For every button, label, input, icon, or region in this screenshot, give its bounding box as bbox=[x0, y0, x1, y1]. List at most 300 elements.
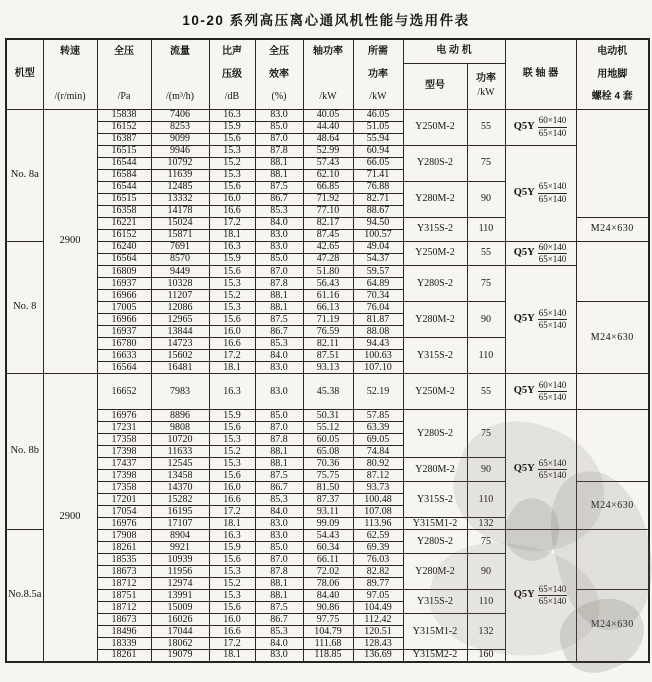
required-power-cell: 112.42 bbox=[353, 614, 403, 626]
motor-power-cell: 75 bbox=[467, 145, 505, 181]
efficiency-header-unit: (%) bbox=[271, 91, 287, 103]
table-row bbox=[6, 145, 649, 157]
total-pressure-cell: 18712 bbox=[97, 602, 151, 614]
table-row bbox=[6, 241, 649, 253]
efficiency-cell: 84.0 bbox=[255, 350, 303, 362]
flow-rate-cell: 18062 bbox=[151, 638, 209, 650]
flow-rate-cell: 15024 bbox=[151, 217, 209, 229]
anchor-bolt-empty-cell bbox=[576, 410, 649, 482]
col-header-motor-power bbox=[467, 63, 505, 109]
flow-rate-cell: 8570 bbox=[151, 253, 209, 265]
shaft-power-cell: 66.13 bbox=[303, 302, 353, 314]
motor-power-cell: 110 bbox=[467, 217, 505, 241]
coupling-size-bottom: 65×140 bbox=[538, 595, 567, 606]
speed-header-unit: /(r/min) bbox=[54, 91, 86, 103]
total-pressure-cell: 16966 bbox=[97, 314, 151, 326]
flow-rate-cell: 12086 bbox=[151, 302, 209, 314]
efficiency-cell: 88.1 bbox=[255, 578, 303, 590]
flow-rate-cell: 15871 bbox=[151, 229, 209, 241]
total-pressure-cell: 17398 bbox=[97, 446, 151, 458]
total-pressure-cell: 16515 bbox=[97, 145, 151, 157]
shaft-power-cell: 65.08 bbox=[303, 446, 353, 458]
efficiency-cell: 86.7 bbox=[255, 614, 303, 626]
coupling-size-top: 60×140 bbox=[538, 115, 568, 127]
col-header-flow bbox=[151, 39, 209, 109]
sound-level-cell: 15.3 bbox=[209, 566, 255, 578]
required-power-cell: 74.84 bbox=[353, 446, 403, 458]
table-header bbox=[6, 39, 649, 109]
required-power-cell: 113.96 bbox=[353, 518, 403, 530]
efficiency-cell: 85.3 bbox=[255, 494, 303, 506]
efficiency-cell: 83.0 bbox=[255, 518, 303, 530]
shaft-power-cell: 47.28 bbox=[303, 253, 353, 265]
anchor-bolt-empty-cell bbox=[576, 109, 649, 217]
efficiency-cell: 87.8 bbox=[255, 566, 303, 578]
shaft-power-cell: 54.43 bbox=[303, 530, 353, 542]
pressure-header-label: 全压 bbox=[114, 46, 134, 58]
efficiency-cell: 86.7 bbox=[255, 193, 303, 205]
required-power-cell: 71.41 bbox=[353, 169, 403, 181]
motor-power-cell: 55 bbox=[467, 109, 505, 145]
flow-rate-cell: 16195 bbox=[151, 506, 209, 518]
flow-rate-cell: 14178 bbox=[151, 205, 209, 217]
sound-level-cell: 18.1 bbox=[209, 518, 255, 530]
col-header-speed bbox=[43, 39, 97, 109]
coupling-size-top: 65×140 bbox=[538, 584, 568, 596]
flow-rate-cell: 13991 bbox=[151, 590, 209, 602]
shaft-power-cell: 60.34 bbox=[303, 542, 353, 554]
sound-level-cell: 15.6 bbox=[209, 602, 255, 614]
sound-level-cell: 15.6 bbox=[209, 181, 255, 193]
required-power-cell: 76.03 bbox=[353, 554, 403, 566]
flow-rate-cell: 11207 bbox=[151, 290, 209, 302]
flow-header-label: 流量 bbox=[170, 46, 190, 58]
required-power-header-label2: 功率 bbox=[368, 68, 388, 80]
required-power-cell: 54.37 bbox=[353, 253, 403, 265]
required-power-cell: 94.50 bbox=[353, 217, 403, 229]
required-power-cell: 63.39 bbox=[353, 422, 403, 434]
motor-power-cell: 90 bbox=[467, 302, 505, 338]
motor-model-cell: Y280M-2 bbox=[403, 181, 467, 217]
total-pressure-cell: 17005 bbox=[97, 302, 151, 314]
shaft-power-cell: 50.31 bbox=[303, 410, 353, 422]
required-power-cell: 120.51 bbox=[353, 626, 403, 638]
total-pressure-cell: 16976 bbox=[97, 410, 151, 422]
motor-model-cell: Y315M2-2 bbox=[403, 650, 467, 662]
coupling-size-bottom: 65×140 bbox=[538, 392, 567, 402]
total-pressure-cell: 16564 bbox=[97, 253, 151, 265]
efficiency-cell: 88.1 bbox=[255, 302, 303, 314]
sound-level-cell: 15.6 bbox=[209, 554, 255, 566]
sound-level-cell: 15.3 bbox=[209, 434, 255, 446]
motor-model-cell: Y280S-2 bbox=[403, 530, 467, 554]
shaft-power-cell: 81.50 bbox=[303, 482, 353, 494]
efficiency-cell: 87.5 bbox=[255, 314, 303, 326]
sound-level-cell: 15.9 bbox=[209, 253, 255, 265]
required-power-cell: 59.57 bbox=[353, 266, 403, 278]
total-pressure-cell: 17437 bbox=[97, 458, 151, 470]
shaft-power-cell: 52.99 bbox=[303, 145, 353, 157]
required-power-cell: 70.34 bbox=[353, 290, 403, 302]
total-pressure-cell: 17201 bbox=[97, 494, 151, 506]
total-pressure-cell: 16564 bbox=[97, 362, 151, 374]
anchor-bolt-empty-cell bbox=[576, 530, 649, 590]
required-power-cell: 64.89 bbox=[353, 278, 403, 290]
sound-level-cell: 15.2 bbox=[209, 157, 255, 169]
total-pressure-cell: 18673 bbox=[97, 566, 151, 578]
efficiency-header-label2: 效率 bbox=[269, 68, 289, 80]
fan-model-cell: No. 8 bbox=[6, 241, 43, 374]
flow-header-unit: /(m³/h) bbox=[166, 91, 194, 103]
required-power-cell: 82.82 bbox=[353, 566, 403, 578]
sound-level-cell: 17.2 bbox=[209, 506, 255, 518]
efficiency-cell: 87.0 bbox=[255, 554, 303, 566]
col-header-noise bbox=[209, 39, 255, 109]
sound-level-cell: 15.9 bbox=[209, 410, 255, 422]
flow-rate-cell: 8896 bbox=[151, 410, 209, 422]
motor-power-cell: 110 bbox=[467, 590, 505, 614]
shaft-power-cell: 48.64 bbox=[303, 133, 353, 145]
total-pressure-cell: 17908 bbox=[97, 530, 151, 542]
sound-level-cell: 15.6 bbox=[209, 422, 255, 434]
sound-level-cell: 17.2 bbox=[209, 217, 255, 229]
shaft-power-cell: 72.02 bbox=[303, 566, 353, 578]
flow-rate-cell: 19079 bbox=[151, 650, 209, 662]
shaft-power-cell: 93.11 bbox=[303, 506, 353, 518]
efficiency-cell: 87.5 bbox=[255, 181, 303, 193]
shaft-power-cell: 42.65 bbox=[303, 241, 353, 253]
shaft-power-header-unit: /kW bbox=[319, 91, 337, 103]
shaft-power-cell: 40.05 bbox=[303, 109, 353, 121]
sound-level-cell: 16.3 bbox=[209, 109, 255, 121]
total-pressure-cell: 16652 bbox=[97, 374, 151, 410]
anchor-bolt-cell: M24×630 bbox=[576, 590, 649, 662]
required-power-cell: 62.59 bbox=[353, 530, 403, 542]
shaft-power-cell: 44.40 bbox=[303, 121, 353, 133]
required-power-cell: 69.05 bbox=[353, 434, 403, 446]
coupling-cell bbox=[505, 410, 576, 530]
sound-level-cell: 15.9 bbox=[209, 121, 255, 133]
motor-power-cell: 75 bbox=[467, 410, 505, 458]
total-pressure-cell: 18751 bbox=[97, 590, 151, 602]
page-title: 10-20 系列高压离心通风机性能与选用件表 bbox=[182, 13, 470, 28]
flow-rate-cell: 15602 bbox=[151, 350, 209, 362]
coupling-size-fraction bbox=[538, 115, 568, 139]
required-power-cell: 76.04 bbox=[353, 302, 403, 314]
required-power-cell: 66.05 bbox=[353, 157, 403, 169]
coupling-size-fraction bbox=[538, 242, 568, 266]
total-pressure-cell: 17231 bbox=[97, 422, 151, 434]
sound-level-cell: 16.3 bbox=[209, 374, 255, 410]
col-header-coupling bbox=[505, 39, 576, 109]
motor-model-cell: Y315M1-2 bbox=[403, 614, 467, 650]
sound-level-cell: 18.1 bbox=[209, 650, 255, 662]
coupling-size-fraction bbox=[538, 380, 568, 404]
motor-power-cell: 110 bbox=[467, 338, 505, 374]
efficiency-cell: 83.0 bbox=[255, 241, 303, 253]
total-pressure-cell: 17054 bbox=[97, 506, 151, 518]
total-pressure-cell: 17358 bbox=[97, 434, 151, 446]
sound-level-cell: 16.6 bbox=[209, 205, 255, 217]
sound-level-cell: 15.3 bbox=[209, 145, 255, 157]
col-header-efficiency bbox=[255, 39, 303, 109]
flow-rate-cell: 9808 bbox=[151, 422, 209, 434]
sound-level-cell: 16.6 bbox=[209, 626, 255, 638]
required-power-cell: 80.92 bbox=[353, 458, 403, 470]
noise-header-label2: 压级 bbox=[222, 68, 242, 80]
coupling-type-label: Q5Y bbox=[513, 247, 535, 258]
flow-rate-cell: 8904 bbox=[151, 530, 209, 542]
sound-level-cell: 15.3 bbox=[209, 169, 255, 181]
table-row bbox=[6, 410, 649, 422]
efficiency-cell: 84.0 bbox=[255, 217, 303, 229]
required-power-cell: 87.12 bbox=[353, 470, 403, 482]
sound-level-cell: 17.2 bbox=[209, 350, 255, 362]
motor-model-cell: Y280M-2 bbox=[403, 458, 467, 482]
speed-cell: 2900 bbox=[43, 109, 97, 374]
total-pressure-cell: 16240 bbox=[97, 241, 151, 253]
efficiency-header-label1: 全压 bbox=[269, 46, 289, 58]
motor-power-cell: 90 bbox=[467, 458, 505, 482]
total-pressure-cell: 16780 bbox=[97, 338, 151, 350]
required-power-cell: 55.94 bbox=[353, 133, 403, 145]
total-pressure-cell: 16976 bbox=[97, 518, 151, 530]
efficiency-cell: 83.0 bbox=[255, 374, 303, 410]
required-power-cell: 60.94 bbox=[353, 145, 403, 157]
motor-model-cell: Y280M-2 bbox=[403, 302, 467, 338]
motor-power-cell: 75 bbox=[467, 530, 505, 554]
efficiency-cell: 83.0 bbox=[255, 109, 303, 121]
required-power-cell: 107.10 bbox=[353, 362, 403, 374]
coupling-header-label: 联 轴 器 bbox=[522, 68, 559, 80]
required-power-cell: 100.48 bbox=[353, 494, 403, 506]
efficiency-cell: 83.0 bbox=[255, 229, 303, 241]
sound-level-cell: 18.1 bbox=[209, 362, 255, 374]
col-header-anchor-bolts bbox=[576, 39, 649, 109]
total-pressure-cell: 16358 bbox=[97, 205, 151, 217]
efficiency-cell: 86.7 bbox=[255, 326, 303, 338]
shaft-power-cell: 71.92 bbox=[303, 193, 353, 205]
shaft-power-cell: 51.80 bbox=[303, 266, 353, 278]
total-pressure-cell: 16221 bbox=[97, 217, 151, 229]
total-pressure-cell: 16152 bbox=[97, 229, 151, 241]
efficiency-cell: 86.7 bbox=[255, 482, 303, 494]
flow-rate-cell: 8253 bbox=[151, 121, 209, 133]
flow-rate-cell: 14370 bbox=[151, 482, 209, 494]
coupling-size-top: 60×140 bbox=[538, 242, 568, 254]
efficiency-cell: 88.1 bbox=[255, 590, 303, 602]
required-power-cell: 136.69 bbox=[353, 650, 403, 662]
coupling-cell bbox=[505, 266, 576, 374]
shaft-power-cell: 111.68 bbox=[303, 638, 353, 650]
flow-rate-cell: 12485 bbox=[151, 181, 209, 193]
table-row bbox=[6, 109, 649, 121]
total-pressure-cell: 16515 bbox=[97, 193, 151, 205]
total-pressure-cell: 18261 bbox=[97, 542, 151, 554]
shaft-power-cell: 87.45 bbox=[303, 229, 353, 241]
flow-rate-cell: 9921 bbox=[151, 542, 209, 554]
sound-level-cell: 15.3 bbox=[209, 302, 255, 314]
table-row bbox=[6, 530, 649, 542]
motor-power-cell: 55 bbox=[467, 374, 505, 410]
shaft-power-cell: 78.06 bbox=[303, 578, 353, 590]
efficiency-cell: 85.3 bbox=[255, 205, 303, 217]
shaft-power-cell: 76.59 bbox=[303, 326, 353, 338]
flow-rate-cell: 10939 bbox=[151, 554, 209, 566]
sound-level-cell: 16.6 bbox=[209, 494, 255, 506]
bolts-header-line2: 用地脚 bbox=[597, 68, 628, 80]
efficiency-cell: 87.0 bbox=[255, 266, 303, 278]
sound-level-cell: 15.2 bbox=[209, 578, 255, 590]
flow-rate-cell: 9099 bbox=[151, 133, 209, 145]
coupling-type-label: Q5Y bbox=[513, 186, 535, 198]
total-pressure-cell: 16152 bbox=[97, 121, 151, 133]
efficiency-cell: 88.1 bbox=[255, 458, 303, 470]
efficiency-cell: 87.8 bbox=[255, 145, 303, 157]
table-row bbox=[6, 374, 649, 410]
shaft-power-cell: 82.17 bbox=[303, 217, 353, 229]
coupling-size-bottom: 65×140 bbox=[538, 127, 567, 138]
sound-level-cell: 15.6 bbox=[209, 314, 255, 326]
speed-header-label: 转速 bbox=[60, 46, 80, 58]
flow-rate-cell: 15009 bbox=[151, 602, 209, 614]
speed-cell: 2900 bbox=[43, 374, 97, 662]
shaft-power-header-label: 轴功率 bbox=[313, 46, 343, 58]
sound-level-cell: 15.6 bbox=[209, 133, 255, 145]
efficiency-cell: 85.3 bbox=[255, 338, 303, 350]
required-power-cell: 51.05 bbox=[353, 121, 403, 133]
coupling-size-top: 65×140 bbox=[538, 181, 568, 193]
flow-rate-cell: 14723 bbox=[151, 338, 209, 350]
efficiency-cell: 85.0 bbox=[255, 410, 303, 422]
flow-rate-cell: 7406 bbox=[151, 109, 209, 121]
required-power-cell: 46.05 bbox=[353, 109, 403, 121]
required-power-cell: 69.39 bbox=[353, 542, 403, 554]
col-header-motor-model bbox=[403, 63, 467, 109]
efficiency-cell: 87.0 bbox=[255, 133, 303, 145]
efficiency-cell: 87.8 bbox=[255, 434, 303, 446]
bolts-header-line3: 螺栓 4 套 bbox=[591, 91, 633, 103]
motor-model-cell: Y315S-2 bbox=[403, 217, 467, 241]
required-power-cell: 107.08 bbox=[353, 506, 403, 518]
total-pressure-cell: 16937 bbox=[97, 278, 151, 290]
flow-rate-cell: 13332 bbox=[151, 193, 209, 205]
shaft-power-cell: 57.43 bbox=[303, 157, 353, 169]
flow-rate-cell: 7691 bbox=[151, 241, 209, 253]
total-pressure-cell: 18673 bbox=[97, 614, 151, 626]
motor-model-cell: Y250M-2 bbox=[403, 241, 467, 266]
total-pressure-cell: 16809 bbox=[97, 266, 151, 278]
motor-power-cell: 55 bbox=[467, 241, 505, 266]
flow-rate-cell: 17044 bbox=[151, 626, 209, 638]
shaft-power-cell: 60.05 bbox=[303, 434, 353, 446]
shaft-power-cell: 87.51 bbox=[303, 350, 353, 362]
total-pressure-cell: 16937 bbox=[97, 326, 151, 338]
required-power-cell: 104.49 bbox=[353, 602, 403, 614]
shaft-power-cell: 104.79 bbox=[303, 626, 353, 638]
shaft-power-cell: 56.43 bbox=[303, 278, 353, 290]
motor-power-cell: 132 bbox=[467, 518, 505, 530]
efficiency-cell: 85.0 bbox=[255, 253, 303, 265]
total-pressure-cell: 18712 bbox=[97, 578, 151, 590]
required-power-header-unit: /kW bbox=[369, 91, 387, 103]
motor-model-cell: Y250M-2 bbox=[403, 109, 467, 145]
coupling-size-top: 60×140 bbox=[538, 380, 568, 392]
motor-model-cell: Y315S-2 bbox=[403, 590, 467, 614]
flow-rate-cell: 7983 bbox=[151, 374, 209, 410]
shaft-power-cell: 71.19 bbox=[303, 314, 353, 326]
shaft-power-cell: 90.86 bbox=[303, 602, 353, 614]
flow-rate-cell: 17107 bbox=[151, 518, 209, 530]
motor-model-cell: Y315S-2 bbox=[403, 482, 467, 518]
sound-level-cell: 16.3 bbox=[209, 241, 255, 253]
total-pressure-cell: 18535 bbox=[97, 554, 151, 566]
sound-level-cell: 15.3 bbox=[209, 278, 255, 290]
fan-specification-table bbox=[5, 38, 650, 663]
header-row-1 bbox=[6, 39, 649, 63]
motor-power-cell: 90 bbox=[467, 554, 505, 590]
shaft-power-cell: 77.10 bbox=[303, 205, 353, 217]
efficiency-cell: 87.5 bbox=[255, 470, 303, 482]
shaft-power-cell: 70.36 bbox=[303, 458, 353, 470]
motor-model-cell: Y315M1-2 bbox=[403, 518, 467, 530]
motor-model-cell: Y315S-2 bbox=[403, 338, 467, 374]
sound-level-cell: 15.3 bbox=[209, 590, 255, 602]
motor-power-cell: 110 bbox=[467, 482, 505, 518]
flow-rate-cell: 16481 bbox=[151, 362, 209, 374]
flow-rate-cell: 12965 bbox=[151, 314, 209, 326]
sound-level-cell: 18.1 bbox=[209, 229, 255, 241]
required-power-cell: 100.57 bbox=[353, 229, 403, 241]
efficiency-cell: 85.3 bbox=[255, 626, 303, 638]
sound-level-cell: 16.6 bbox=[209, 338, 255, 350]
shaft-power-cell: 66.85 bbox=[303, 181, 353, 193]
flow-rate-cell: 12974 bbox=[151, 578, 209, 590]
required-power-cell: 128.43 bbox=[353, 638, 403, 650]
coupling-size-bottom: 65×140 bbox=[538, 320, 567, 330]
required-power-cell: 49.04 bbox=[353, 241, 403, 253]
flow-rate-cell: 11956 bbox=[151, 566, 209, 578]
required-power-cell: 76.88 bbox=[353, 181, 403, 193]
flow-rate-cell: 11633 bbox=[151, 446, 209, 458]
noise-header-label1: 比声 bbox=[222, 46, 242, 58]
shaft-power-cell: 75.75 bbox=[303, 470, 353, 482]
coupling-size-fraction bbox=[538, 584, 568, 608]
efficiency-cell: 83.0 bbox=[255, 530, 303, 542]
noise-header-unit: /dB bbox=[224, 91, 240, 103]
motor-model-cell: Y280S-2 bbox=[403, 145, 467, 181]
total-pressure-cell: 16584 bbox=[97, 169, 151, 181]
shaft-power-cell: 97.75 bbox=[303, 614, 353, 626]
coupling-type-label: Q5Y bbox=[513, 120, 535, 132]
total-pressure-cell: 16387 bbox=[97, 133, 151, 145]
coupling-size-fraction bbox=[538, 458, 568, 482]
flow-rate-cell: 10328 bbox=[151, 278, 209, 290]
sound-level-cell: 15.2 bbox=[209, 290, 255, 302]
coupling-type-label: Q5Y bbox=[513, 385, 535, 397]
col-header-motor-group bbox=[403, 39, 505, 63]
efficiency-cell: 87.5 bbox=[255, 602, 303, 614]
total-pressure-cell: 18261 bbox=[97, 650, 151, 662]
coupling-cell bbox=[505, 241, 576, 266]
motor-power-cell: 132 bbox=[467, 614, 505, 650]
sound-level-cell: 16.0 bbox=[209, 326, 255, 338]
efficiency-cell: 88.1 bbox=[255, 446, 303, 458]
shaft-power-cell: 84.40 bbox=[303, 590, 353, 602]
sound-level-cell: 17.2 bbox=[209, 638, 255, 650]
motor-power-cell: 90 bbox=[467, 181, 505, 217]
required-power-cell: 89.77 bbox=[353, 578, 403, 590]
